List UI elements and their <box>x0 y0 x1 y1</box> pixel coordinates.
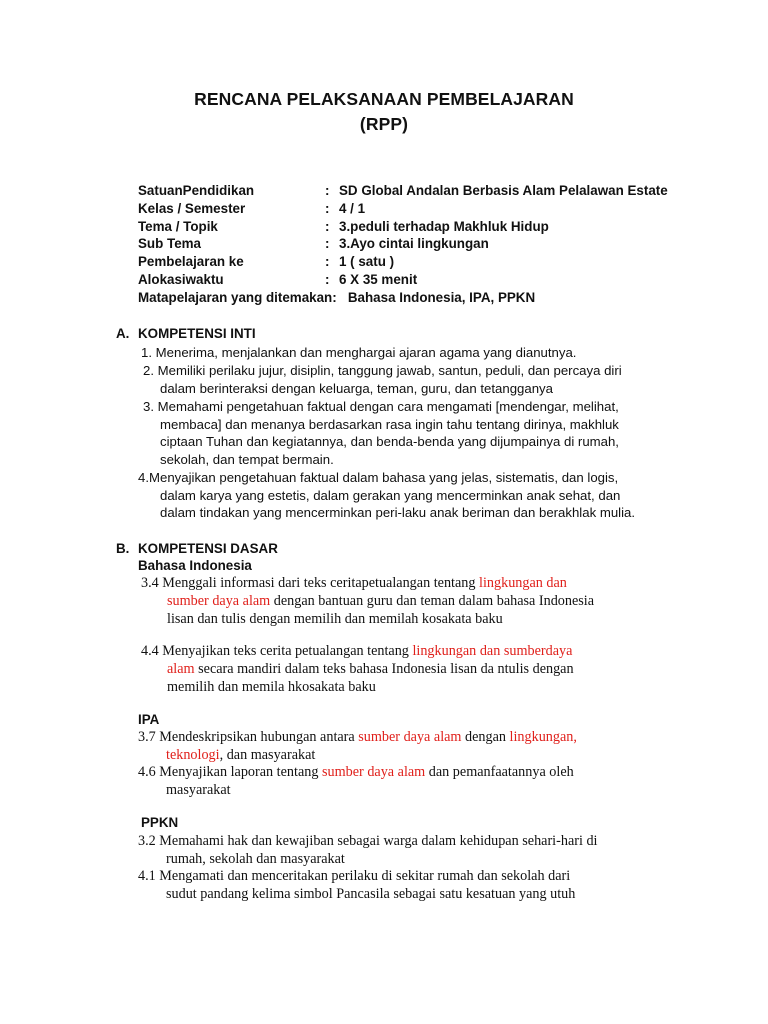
kd-highlight: sumber daya alam <box>322 764 426 780</box>
ki-item-continuation: dalam tindakan yang mencerminkan peri-laku anak beriman dan berakhlak mulia. <box>160 505 636 521</box>
identity-value: Bahasa Indonesia, IPA, PPKN <box>347 290 536 305</box>
kd-text: masyarakat <box>166 781 231 798</box>
kd-text: 4.1 Mengamati dan menceritakan perilaku di sekitar rumah dan sekolah dari <box>138 868 571 884</box>
kd-ppkn-3-2 <box>138 833 598 869</box>
identity-value: 1 ( satu ) <box>339 254 395 269</box>
identity-row-subtema <box>138 236 489 251</box>
kd-text: rumah, sekolah dan masyarakat <box>166 850 345 867</box>
identity-value: 3.peduli terhadap Makhluk Hidup <box>339 219 549 234</box>
identity-label: Sub Tema <box>138 236 201 251</box>
identity-label: Pembelajaran ke <box>138 254 244 269</box>
identity-colon: : <box>325 201 330 216</box>
identity-label: Matapelajaran yang ditemakan: <box>138 290 337 305</box>
ki-item-continuation: dalam berinteraksi dengan keluarga, teman, guru, dan tetangganya <box>160 380 553 396</box>
identity-row-pembelajaran <box>138 254 394 269</box>
kd-text: 4.6 Menyajikan laporan tentang <box>138 764 322 780</box>
kd-text: 3.7 Mendeskripsikan hubungan antara <box>138 729 359 745</box>
ki-item-continuation: membaca] dan menanya berdasarkan rasa ingin tahu tentang dirinya, makhluk <box>160 416 619 432</box>
identity-label: SatuanPendidikan <box>138 183 255 198</box>
identity-label: Kelas / Semester <box>138 201 246 216</box>
ki-item-4 <box>138 469 635 522</box>
kd-ppkn-4-1 <box>138 868 575 904</box>
identity-row-alokasi <box>138 272 417 287</box>
kd-highlight: alam <box>167 660 195 677</box>
kd-text: dengan bantuan guru dan teman dalam bahasa Indonesia <box>270 592 595 609</box>
kd-text: secara mandiri dalam teks bahasa Indonesia lisan da ntulis dengan <box>194 660 574 677</box>
identity-row-satuan <box>138 183 668 198</box>
kd-highlight: sumber daya alam <box>358 729 462 745</box>
kd-text: dan pemanfaatannya oleh <box>425 764 574 780</box>
kd-text: lisan dan tulis dengan memilih dan memilah kosakata baku <box>167 610 503 627</box>
ki-item-text: 1. Menerima, menjalankan dan menghargai ajaran agama yang dianutnya. <box>141 345 577 360</box>
kd-ipa-3-7 <box>138 729 577 765</box>
identity-colon: : <box>325 219 330 234</box>
subject-heading-ipa: IPA <box>138 712 160 727</box>
section-title: KOMPETENSI DASAR <box>138 541 278 556</box>
identity-value: 3.Ayo cintai lingkungan <box>339 236 489 251</box>
identity-colon: : <box>325 236 330 251</box>
kd-highlight: teknologi <box>166 746 220 763</box>
kd-text: memilih dan memila hkosakata baku <box>167 678 376 695</box>
kd-text: sudut pandang kelima simbol Pancasila sebagai satu kesatuan yang utuh <box>166 885 576 902</box>
identity-row-matapelajaran <box>138 290 535 305</box>
subject-heading-bahasa: Bahasa Indonesia <box>138 558 252 573</box>
ki-item-2 <box>143 362 622 397</box>
section-title: KOMPETENSI INTI <box>138 326 256 341</box>
ki-item-text: 3. Memahami pengetahuan faktual dengan cara mengamati [mendengar, melihat, <box>143 399 619 414</box>
ki-item-text: 2. Memiliki perilaku jujur, disiplin, tanggung jawab, santun, peduli, dan percaya diri <box>143 363 622 378</box>
kd-bi-3-4 <box>141 575 594 628</box>
kd-text: dengan <box>461 729 510 745</box>
ki-item-continuation: dalam karya yang estetis, dalam gerakan yang mencerminkan anak sehat, dan <box>160 487 621 503</box>
section-letter: B. <box>116 541 130 556</box>
document-subtitle: (RPP) <box>359 114 409 134</box>
kd-highlight: sumber daya alam <box>167 592 271 609</box>
ki-item-text: 4.Menyajikan pengetahuan faktual dalam bahasa yang jelas, sistematis, dan logis, <box>138 470 619 485</box>
kd-text: 4.4 Menyajikan teks cerita petualangan tentang <box>141 643 413 659</box>
kd-highlight: lingkungan dan <box>479 575 567 591</box>
kd-text: 3.4 Menggali informasi dari teks ceritapetualangan tentang <box>141 575 480 591</box>
kd-ipa-4-6 <box>138 764 574 800</box>
ki-item-3 <box>143 398 619 468</box>
identity-label: Alokasiwaktu <box>138 272 224 287</box>
document-title: RENCANA PELAKSANAAN PEMBELAJARAN <box>194 89 574 109</box>
identity-colon: : <box>325 254 330 269</box>
kd-highlight: lingkungan, <box>509 729 577 745</box>
subject-heading-ppkn: PPKN <box>141 815 179 830</box>
ki-item-continuation: sekolah, dan tempat bermain. <box>160 451 334 467</box>
identity-colon: : <box>325 183 330 198</box>
identity-row-kelas <box>138 201 365 216</box>
ki-item-1 <box>141 344 576 362</box>
kd-text: , dan masyarakat <box>219 746 316 763</box>
kd-highlight: lingkungan dan sumberdaya <box>412 643 573 659</box>
identity-colon: : <box>325 272 330 287</box>
identity-value: 6 X 35 menit <box>339 272 418 287</box>
identity-value: 4 / 1 <box>339 201 366 216</box>
kd-bi-4-4 <box>141 643 574 696</box>
identity-row-tema <box>138 219 549 234</box>
identity-label: Tema / Topik <box>138 219 218 234</box>
ki-item-continuation: ciptaan Tuhan dan kegiatannya, dan benda-benda yang dijumpainya di rumah, <box>160 434 619 450</box>
kd-text: 3.2 Memahami hak dan kewajiban sebagai warga dalam kehidupan sehari-hari di <box>138 833 598 849</box>
section-letter: A. <box>116 326 130 341</box>
identity-value: SD Global Andalan Berbasis Alam Pelalawan Estate <box>339 183 668 198</box>
